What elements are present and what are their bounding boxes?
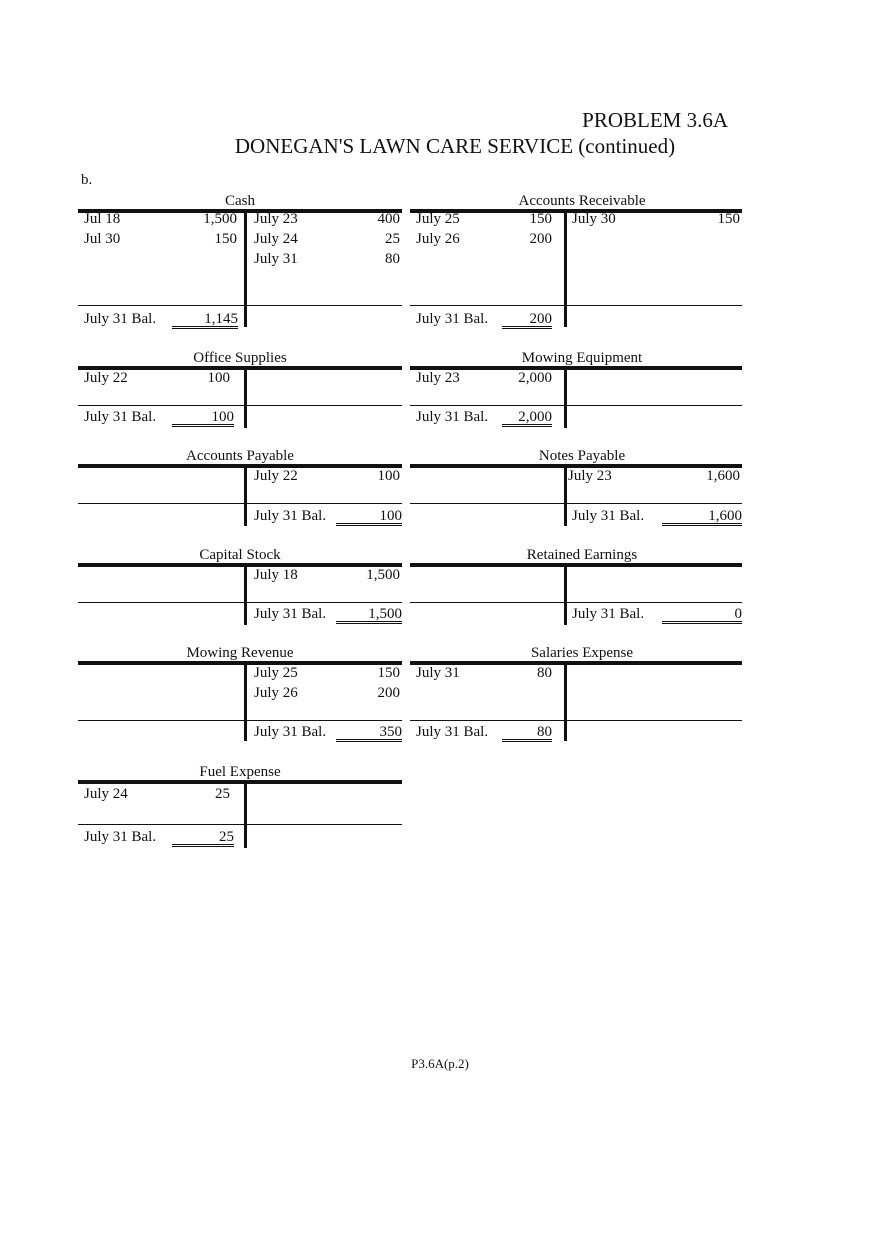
problem-number: PROBLEM 3.6A — [582, 108, 728, 132]
entry-row — [410, 466, 742, 486]
balance-label: July 31 Bal. — [416, 724, 489, 740]
entry-row — [78, 565, 402, 585]
debit-date: July 25 — [416, 211, 460, 227]
balance-row — [410, 309, 742, 329]
credit-date: July 24 — [254, 231, 298, 247]
entry-row — [78, 229, 402, 249]
account-title: Retained Earnings — [526, 547, 638, 563]
account-title: Notes Payable — [538, 448, 626, 464]
account-total-rule — [78, 503, 402, 504]
balance-label: July 31 Bal. — [254, 724, 327, 740]
balance-amount: 80 — [502, 722, 552, 742]
t-account-accounts-receivable — [410, 194, 742, 330]
debit-amount: 1,500 — [203, 211, 237, 227]
balance-label: July 31 Bal. — [416, 409, 489, 425]
credit-amount: 150 — [717, 211, 740, 227]
balance-amount: 1,500 — [336, 604, 402, 624]
account-total-rule — [410, 405, 742, 406]
balance-row — [410, 722, 742, 742]
account-total-rule — [78, 305, 402, 306]
account-total-rule — [410, 503, 742, 504]
debit-amount: 80 — [537, 665, 552, 681]
credit-amount: 200 — [377, 685, 400, 701]
page-reference: P3.6A(p.2) — [411, 1056, 469, 1071]
debit-amount: 150 — [529, 211, 552, 227]
balance-row — [78, 506, 402, 526]
balance-row — [410, 506, 742, 526]
debit-amount: 150 — [214, 231, 237, 247]
account-total-rule — [78, 405, 402, 406]
debit-amount: 2,000 — [518, 370, 552, 386]
balance-row — [78, 309, 402, 329]
balance-label: July 31 Bal. — [572, 606, 645, 622]
balance-row — [410, 407, 742, 427]
entry-row — [410, 209, 742, 229]
part-label: b. — [81, 172, 93, 188]
debit-date: Jul 30 — [84, 231, 121, 247]
credit-amount: 100 — [377, 468, 400, 484]
company-title: DONEGAN'S LAWN CARE SERVICE (continued) — [234, 134, 676, 158]
balance-row — [78, 604, 402, 624]
account-title: Cash — [225, 193, 255, 209]
t-account-fuel-expense — [78, 765, 402, 851]
account-title: Accounts Payable — [186, 448, 294, 464]
credit-date: July 26 — [254, 685, 298, 701]
balance-amount: 25 — [172, 827, 234, 847]
account-total-rule — [78, 602, 402, 603]
balance-amount: 200 — [502, 309, 552, 329]
balance-amount: 100 — [336, 506, 402, 526]
balance-amount: 350 — [336, 722, 402, 742]
credit-amount: 1,600 — [706, 468, 740, 484]
entry-row — [78, 249, 402, 269]
balance-amount: 100 — [172, 407, 234, 427]
balance-label: July 31 Bal. — [254, 606, 327, 622]
balance-row — [410, 604, 742, 624]
balance-row — [78, 827, 402, 847]
t-account-capital-stock — [78, 548, 402, 628]
account-title: Capital Stock — [199, 547, 281, 563]
account-title: Fuel Expense — [199, 764, 281, 780]
t-account-mowing-equipment — [410, 351, 742, 431]
account-total-rule — [410, 720, 742, 721]
credit-amount: 400 — [377, 211, 400, 227]
entry-row — [410, 663, 742, 683]
account-title: Accounts Receivable — [518, 193, 646, 209]
credit-date: July 30 — [572, 211, 616, 227]
debit-amount: 200 — [529, 231, 552, 247]
debit-date: July 24 — [84, 786, 128, 802]
entry-row — [78, 683, 402, 703]
account-title: Salaries Expense — [530, 645, 634, 661]
entry-row — [410, 368, 742, 388]
account-title: Mowing Equipment — [521, 350, 643, 366]
balance-amount: 1,145 — [172, 309, 238, 329]
t-account-notes-payable — [410, 449, 742, 529]
entry-row — [78, 368, 402, 388]
balance-row — [78, 407, 402, 427]
credit-amount: 25 — [385, 231, 400, 247]
debit-amount: 25 — [215, 786, 230, 802]
balance-label: July 31 Bal. — [84, 829, 157, 845]
balance-label: July 31 Bal. — [84, 311, 157, 327]
credit-date: July 22 — [254, 468, 298, 484]
entry-row — [78, 209, 402, 229]
balance-label: July 31 Bal. — [254, 508, 327, 524]
entry-row — [78, 784, 402, 804]
debit-date: July 26 — [416, 231, 460, 247]
credit-date: July 23 — [568, 468, 612, 484]
balance-amount: 1,600 — [662, 506, 742, 526]
t-account-mowing-revenue — [78, 646, 402, 746]
credit-date: July 23 — [254, 211, 298, 227]
account-total-rule — [410, 305, 742, 306]
t-account-accounts-payable — [78, 449, 402, 529]
debit-date: Jul 18 — [84, 211, 121, 227]
t-account-cash — [78, 194, 402, 330]
credit-amount: 150 — [377, 665, 400, 681]
account-title: Office Supplies — [193, 350, 287, 366]
account-total-rule — [78, 824, 402, 825]
balance-label: July 31 Bal. — [416, 311, 489, 327]
account-top-rule — [410, 563, 742, 567]
account-total-rule — [410, 602, 742, 603]
t-account-retained-earnings — [410, 548, 742, 628]
balance-amount: 2,000 — [502, 407, 552, 427]
balance-label: July 31 Bal. — [572, 508, 645, 524]
debit-amount: 100 — [207, 370, 230, 386]
account-title: Mowing Revenue — [186, 645, 294, 661]
credit-amount: 80 — [385, 251, 400, 267]
entry-row — [78, 466, 402, 486]
t-account-office-supplies — [78, 351, 402, 431]
debit-date: July 31 — [416, 665, 460, 681]
balance-label: July 31 Bal. — [84, 409, 157, 425]
entry-row — [410, 229, 742, 249]
balance-row — [78, 722, 402, 742]
credit-amount: 1,500 — [366, 567, 400, 583]
account-total-rule — [78, 720, 402, 721]
debit-date: July 22 — [84, 370, 128, 386]
credit-date: July 18 — [254, 567, 298, 583]
credit-date: July 31 — [254, 251, 298, 267]
debit-date: July 23 — [416, 370, 460, 386]
credit-date: July 25 — [254, 665, 298, 681]
entry-row — [78, 663, 402, 683]
balance-amount: 0 — [662, 604, 742, 624]
t-account-salaries-expense — [410, 646, 742, 746]
